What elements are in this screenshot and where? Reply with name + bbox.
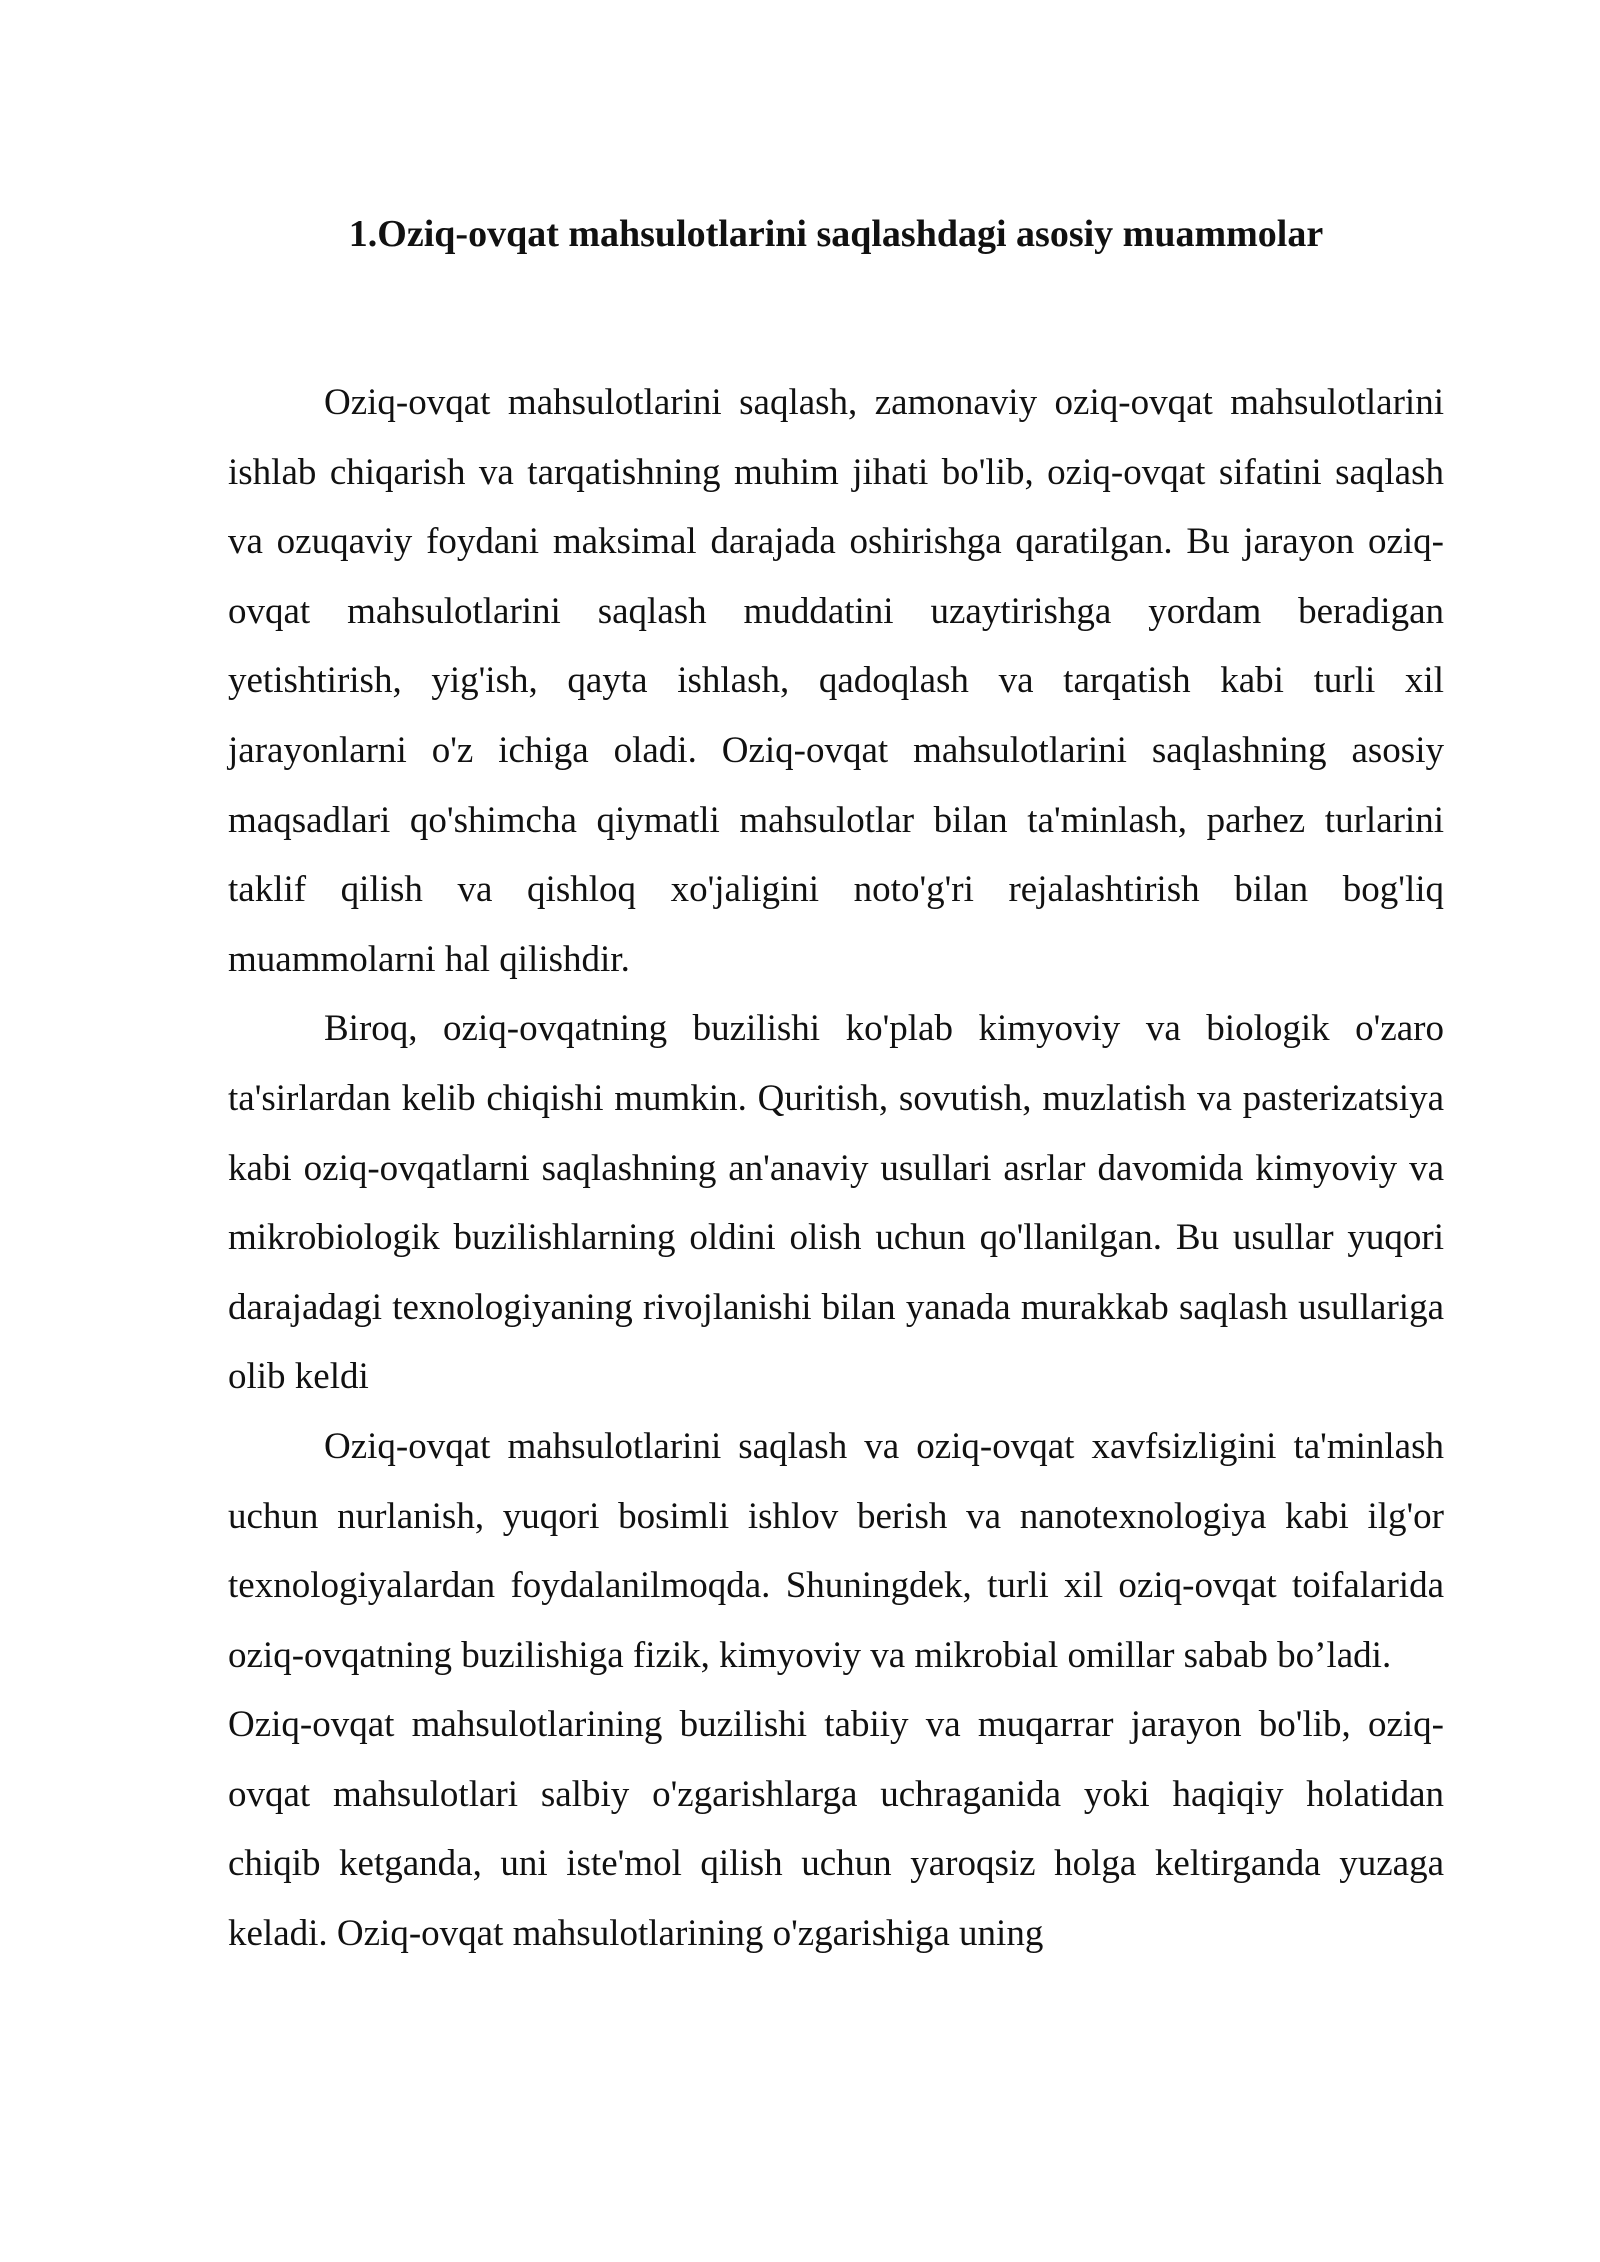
paragraph-2: Biroq, oziq-ovqatning buzilishi ko'plab kimyoviy va biologik o'zaro ta'sirlardan kelib chiqishi mumkin. Quritish, sovutish, muzlatish va pasterizatsiya kabi oziq-ovqatlarni saqlashning an'anaviy usullari asrlar davomida kimyoviy va mikrobiologik buzilishlarning oldini olish uchun qo'llanilgan. Bu usullar yuqori darajadagi texnologiyaning rivojlanishi bilan yanada murakkab saqlash usullariga olib keldi (228, 1008, 1444, 1398)
document-body (228, 368, 1444, 1969)
paragraph-4: Oziq-ovqat mahsulotlarining buzilishi tabiiy va muqarrar jarayon bo'lib, oziq-ovqat mahsulotlari salbiy o'zgarishlarga uchraganida yoki haqiqiy holatidan chiqib ketganda, uni iste'mol qilish uchun yaroqsiz holga keltirganda yuzaga keladi. Oziq-ovqat mahsulotlarining o'zgarishiga uning (228, 1704, 1444, 1955)
page-title: 1.Oziq-ovqat mahsulotlarini saqlashdagi asosiy muammolar (348, 213, 1324, 255)
paragraph-3: Oziq-ovqat mahsulotlarini saqlash va oziq-ovqat xavfsizligini ta'minlash uchun nurlanish, yuqori bosimli ishlov berish va nanotexnologiya kabi ilg'or texnologiyalardan foydalanilmoqda. Shuningdek, turli xil oziq-ovqat toifalarida oziq-ovqatning buzilishiga fizik, kimyoviy va mikrobial omillar sabab bo’ladi. (228, 1425, 1444, 1676)
paragraph-1: Oziq-ovqat mahsulotlarini saqlash, zamonaviy oziq-ovqat mahsulotlarini ishlab chiqarish va tarqatishning muhim jihati bo'lib, oziq-ovqat sifatini saqlash va ozuqaviy foydani maksimal darajada oshirishga qaratilgan. Bu jarayon oziq-ovqat mahsulotlarini saqlash muddatini uzaytirishga yordam beradigan yetishtirish, yig'ish, qayta ishlash, qadoqlash va tarqatish kabi turli xil jarayonlarni o'z ichiga oladi. Oziq-ovqat mahsulotlarini saqlashning asosiy maqsadlari qo'shimcha qiymatli mahsulotlar bilan ta'minlash, parhez turlarini taklif qilish va qishloq xo'jaligini noto'g'ri rejalashtirish bilan bog'liq muammolarni hal qilishdir. (228, 382, 1444, 980)
